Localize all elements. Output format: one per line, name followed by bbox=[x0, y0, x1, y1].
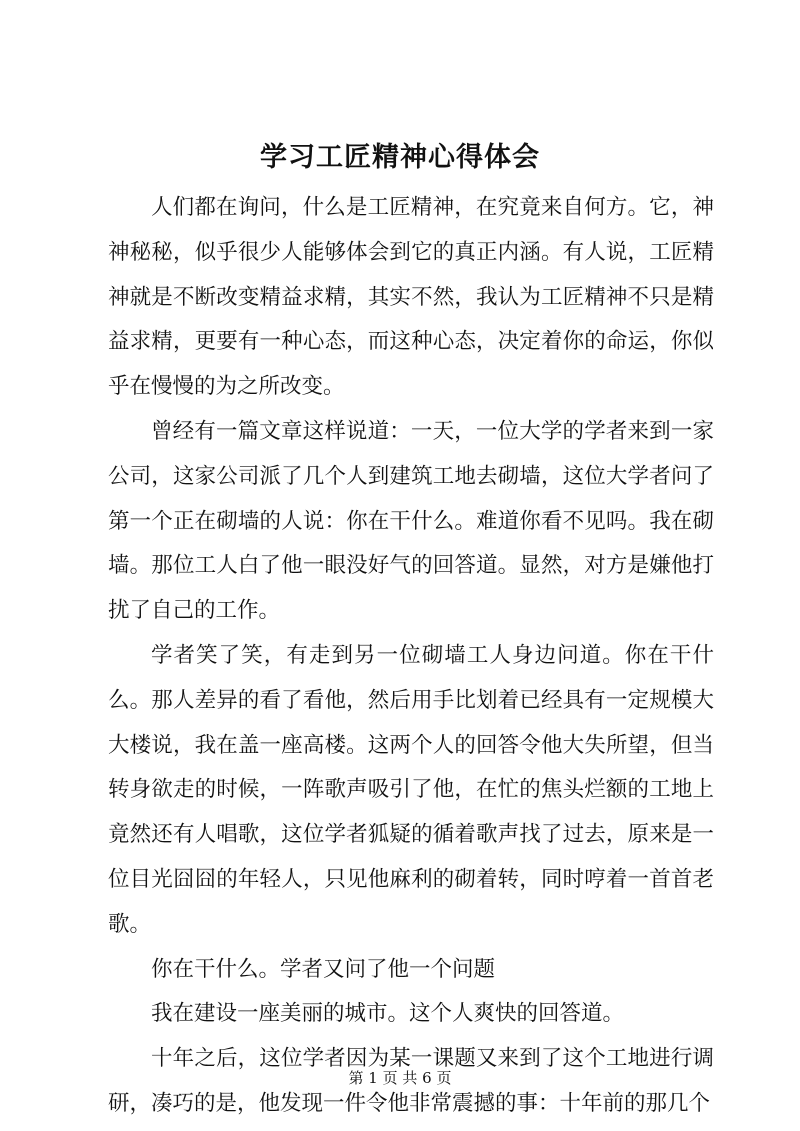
page-number-footer: 第 1 页 共 6 页 bbox=[348, 1069, 452, 1087]
paragraph: 曾经有一篇文章这样说道：一天，一位大学的学者来到一家公司，这家公司派了几个人到建筑工地去砌墙，这位大学者问了第一个正在砌墙的人说：你在干什么。难道你看不见吗。我在砌墙。那位工人白了他一眼没好气的回答道。显然，对方是嫌他打扰了自己的工作。 bbox=[108, 418, 714, 624]
paragraph: 学者笑了笑，有走到另一位砌墙工人身边问道。你在干什么。那人差异的看了看他，然后用手比划着已经具有一定规模大大楼说，我在盖一座高楼。这两个人的回答令他大失所望，但当转身欲走的时候，一阵歌声吸引了他，在忙的焦头烂额的工地上竟然还有人唱歌，这位学者狐疑的循着歌声找了过去，原来是一位目光囧囧的年轻人，只见他麻利的砌着转，同时哼着一首首老歌。 bbox=[108, 642, 714, 937]
paragraph: 我在建设一座美丽的城市。这个人爽快的回答道。 bbox=[151, 1001, 625, 1027]
paragraph: 人们都在询问，什么是工匠精神，在究竟来自何方。它，神神秘秘，似乎很少人能够体会到它的真正内涵。有人说，工匠精神就是不断改变精益求精，其实不然，我认为工匠精神不只是精益求精，更要有一种心态，而这种心态，决定着你的命运，你似乎在慢慢的为之所改变。 bbox=[108, 195, 714, 400]
paragraph: 你在干什么。学者又问了他一个问题 bbox=[151, 956, 496, 982]
document-title: 学习工匠精神心得体会 bbox=[260, 142, 540, 173]
document-body bbox=[108, 186, 714, 1127]
paragraph: 十年之后，这位学者因为某一课题又来到了这个工地进行调研，凑巧的是，他发现一件令他非常震撼的事：十年前的那几个 bbox=[108, 1046, 714, 1116]
